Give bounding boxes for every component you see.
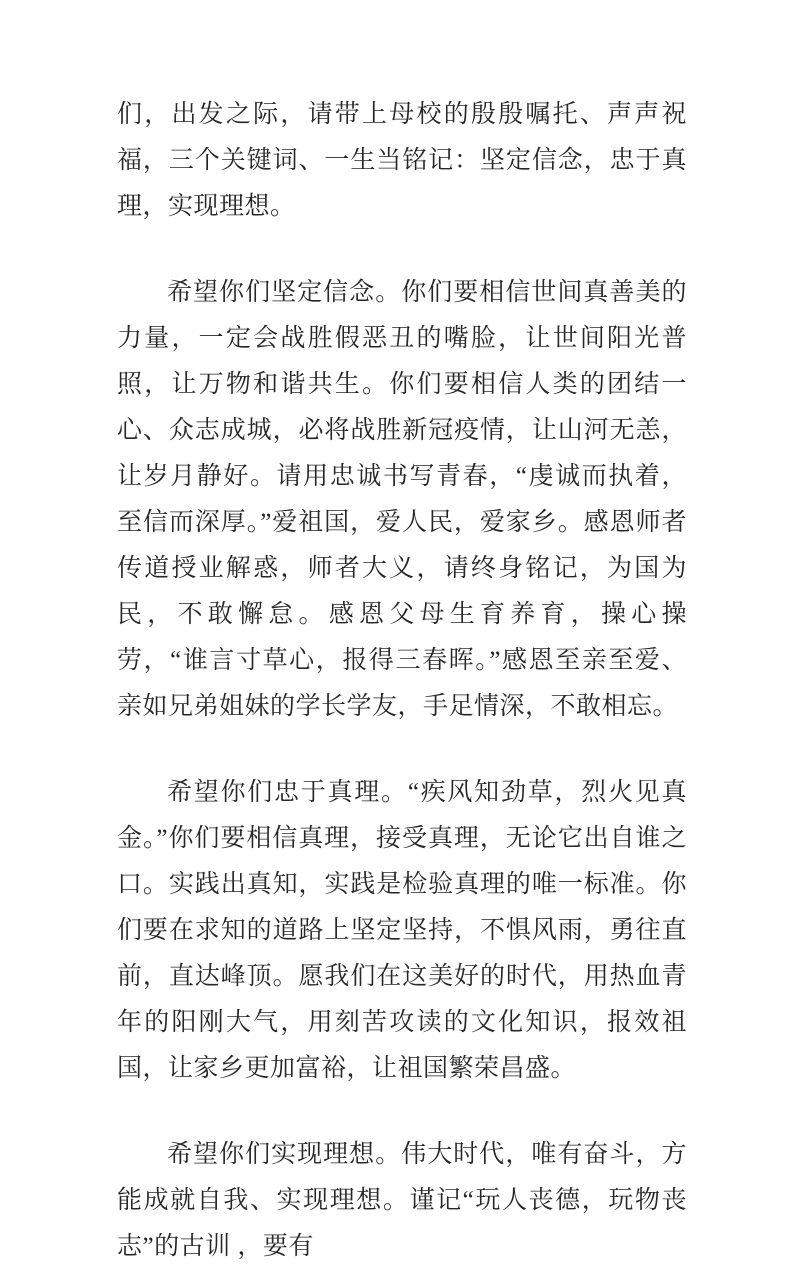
paragraph-realize-ideals: 希望你们实现理想。伟大时代，唯有奋斗，方能成就自我、实现理想。谨记“玩人丧德，玩物丧志”的古训 ，要有 (117, 1141, 687, 1260)
document-body-text (117, 92, 687, 1270)
paragraph-firm-belief: 希望你们坚定信念。你们要相信世间真善美的力量，一定会战胜假恶丑的嘴脸，让世间阳光普照，让万物和谐共生。你们要相信人类的团结一心、众志成城，必将战胜新冠疫情，让山河无恙，让岁月静好。请用忠诚书写青春，“虔诚而执着，至信而深厚。”爱祖国，爱人民，爱家乡。感恩师者传道授业解惑，师者大义，请终身铭记，为国为民，不敢懈怠。感恩父母生育养育，操心操劳，“谁言寸草心，报得三春晖。”感恩至亲至爱、亲如兄弟姐妹的学长学友，手足情深，不敢相忘。 (117, 279, 687, 720)
paragraph-loyal-to-truth: 希望你们忠于真理。“疾风知劲草，烈火见真金。”你们要相信真理，接受真理，无论它出自谁之口。实践出真知，实践是检验真理的唯一标准。你们要在求知的道路上坚定坚持，不惧风雨，勇往直前，直达峰顶。愿我们在这美好的时代，用热血青年的阳刚大气，用刻苦攻读的文化知识，报效祖国，让家乡更加富裕，让祖国繁荣昌盛。 (117, 779, 687, 1082)
paragraph-continuation: 们，出发之际，请带上母校的殷殷嘱托、声声祝福，三个关键词、一生当铭记：坚定信念，忠于真理，实现理想。 (117, 101, 687, 220)
